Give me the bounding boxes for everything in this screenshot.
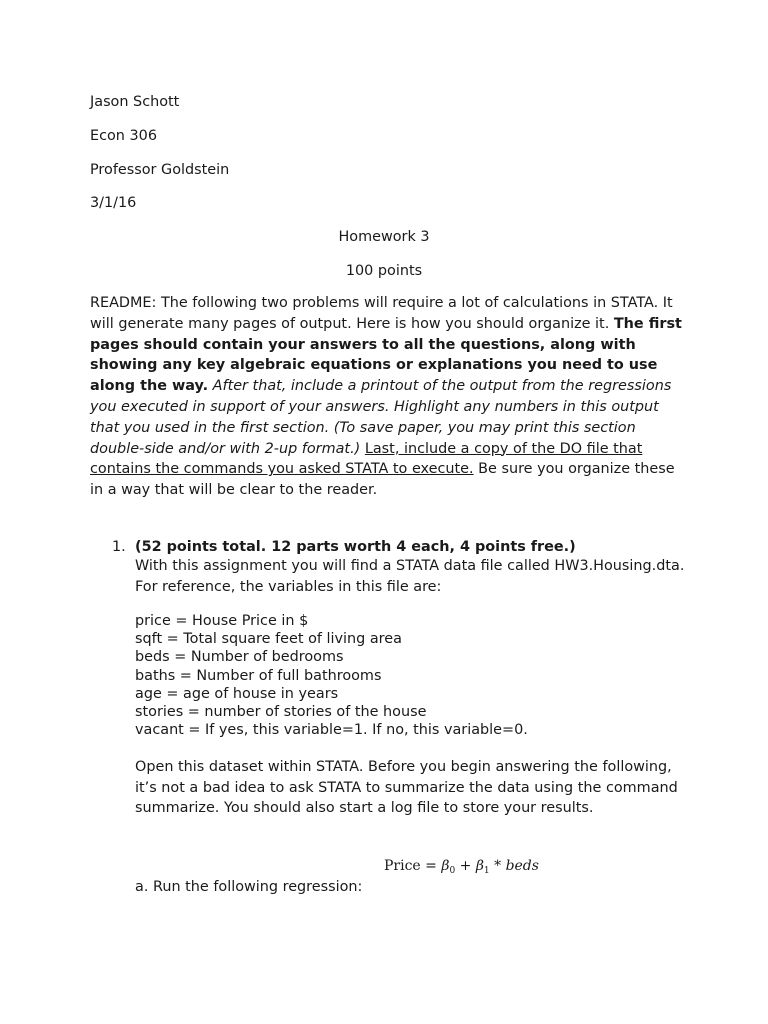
page-title: Homework 3 <box>338 229 430 245</box>
readme-underlined-text: Last, include a copy of the DO file that contains the commands you asked STATA to execute. <box>90 440 643 478</box>
date: 3/1/16 <box>90 195 137 211</box>
readme-italic-text: After that, include a printout of the output from the regressions you executed in support of your answers. Highlight any numbers in this output that you used in the first section. (To save paper, you may print this section double-side and/or with 2-up format.) <box>90 378 672 457</box>
beta-1-symbol: β <box>475 858 484 874</box>
variable-list <box>135 612 528 739</box>
beta-1-subscript: 1 <box>483 866 490 876</box>
instructions-paragraph: Open this dataset within STATA. Before you begin answering the following, it’s not a bad idea to ask STATA to summarize the data using the command summarize. You should also start a log file to store your results. <box>135 759 678 816</box>
readme-text: README: The following two problems will require a lot of calculations in STATA. It will generate many pages of output. Here is how you should organize it. <box>90 295 673 332</box>
problem-intro: With this assignment you will find a STATA data file called HW3.Housing.dta. For reference, the variables in this file are: <box>135 558 685 595</box>
equation-plus: + <box>455 858 476 874</box>
beta-0-subscript: 0 <box>449 866 456 876</box>
author-name: Jason Schott <box>90 94 180 110</box>
equation-variable: beds <box>505 858 539 874</box>
beta-0-symbol: β <box>441 858 450 874</box>
variable-age: age = age of house in years <box>135 685 339 702</box>
variable-vacant: vacant = If yes, this variable=1. If no, this variable=0. <box>135 722 528 739</box>
variable-stories: stories = number of stories of the house <box>135 704 427 721</box>
equation-equals: = <box>420 858 442 874</box>
professor-name: Professor Goldstein <box>90 162 230 178</box>
regression-equation <box>384 856 539 881</box>
readme-closing-text: Be sure you organize these in a way that will be clear to the reader. <box>90 461 675 499</box>
points-total: 100 points <box>345 263 423 279</box>
readme-bold-text: The first pages should contain your answers to all the questions, along with showing any key algebraic equations or explanations you need to use along the way. <box>90 315 682 395</box>
problem-number: 1. <box>112 539 126 555</box>
variable-beds: beds = Number of bedrooms <box>135 649 344 666</box>
variable-baths: baths = Number of full bathrooms <box>135 667 382 684</box>
problem-heading: (52 points total. 12 parts worth 4 each, 4 points free.) <box>135 539 576 555</box>
variable-price: price = House Price in $ <box>135 613 309 629</box>
variable-sqft: sqft = Total square feet of living area <box>135 631 402 648</box>
readme-paragraph <box>90 293 690 501</box>
equation-lhs: Price <box>384 858 421 874</box>
equation-times: * <box>489 858 506 874</box>
part-a-prompt: a. Run the following regression: <box>135 879 363 895</box>
course-name: Econ 306 <box>90 128 157 144</box>
